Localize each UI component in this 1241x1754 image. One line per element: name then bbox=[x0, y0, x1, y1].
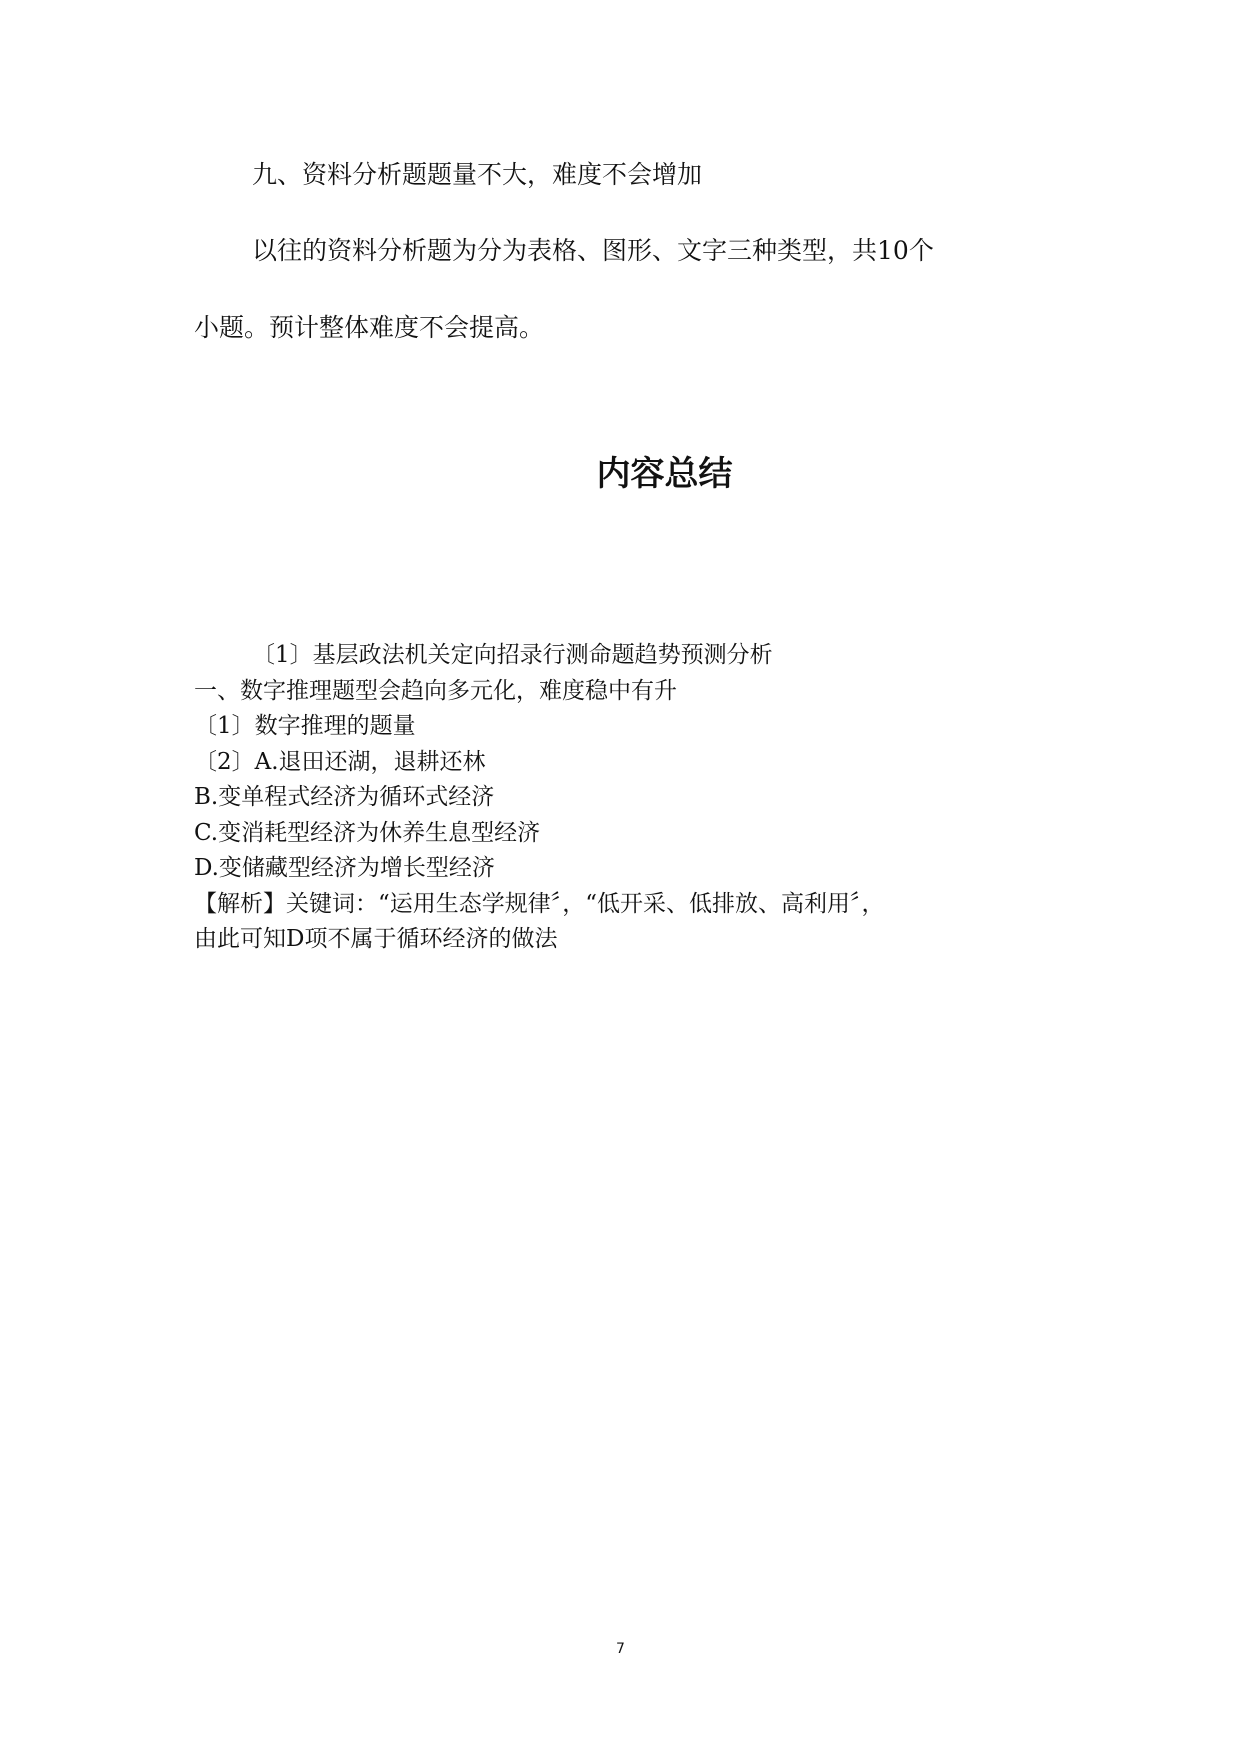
summary-line: 〔1〕基层政法机关定向招录行测命题趋势预测分析 bbox=[252, 642, 773, 668]
page-number: 7 bbox=[616, 1641, 625, 1657]
summary-line: D.变储藏型经济为增长型经济 bbox=[194, 855, 495, 881]
summary-line: 【解析】关键词：“运用生态学规律〞，“低开采、低排放、高利用〞， bbox=[194, 890, 885, 917]
summary-list bbox=[194, 638, 885, 958]
paragraph-line: 以往的资料分析题为分为表格、图形、文字三种类型，共10个 bbox=[252, 236, 934, 265]
summary-line: B.变单程式经济为循环式经济 bbox=[194, 784, 495, 810]
section-heading-nine: 九、资料分析题题量不大，难度不会增加 bbox=[252, 160, 703, 189]
summary-title: 内容总结 bbox=[596, 454, 733, 494]
summary-line: 由此可知D项不属于循环经济的做法 bbox=[194, 926, 558, 952]
summary-line: 〔1〕数字推理的题量 bbox=[194, 713, 416, 739]
summary-line: 一、数字推理题型会趋向多元化，难度稳中有升 bbox=[194, 677, 677, 704]
summary-line: 〔2〕A.退田还湖，退耕还林 bbox=[194, 748, 486, 775]
paragraph-line: 小题。预计整体难度不会提高。 bbox=[194, 313, 545, 342]
summary-line: C.变消耗型经济为休养生息型经济 bbox=[194, 819, 541, 846]
